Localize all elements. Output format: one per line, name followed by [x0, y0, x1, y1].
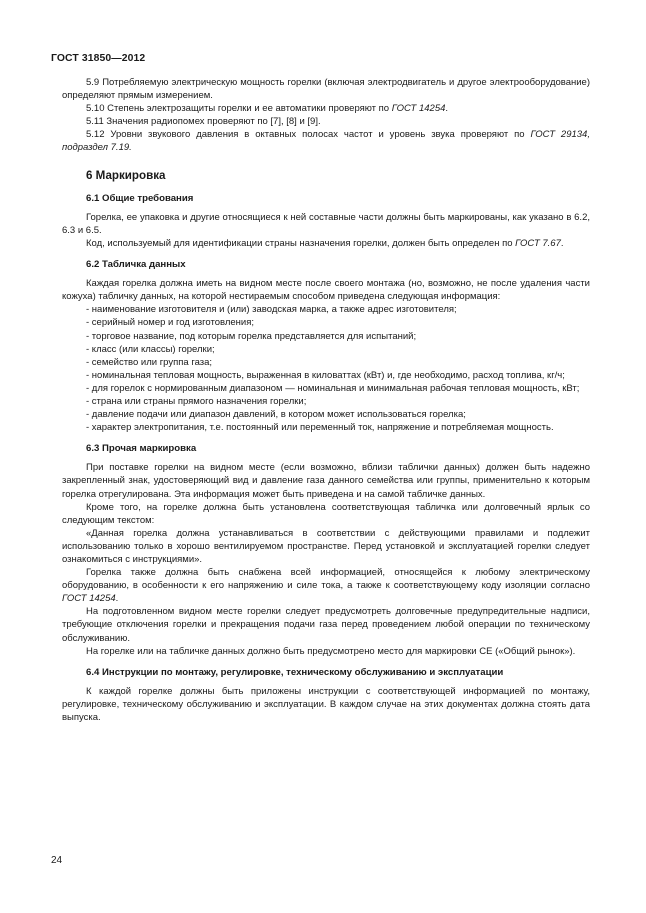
paragraph-6-1-2 [62, 237, 590, 250]
list-item: - давление подачи или диапазон давлений, в котором может использоваться горелка; [86, 409, 466, 421]
paragraph-5-12 [62, 128, 590, 154]
paragraph-6-3-3: «Данная горелка должна устанавливаться в соответствии с действующими правилами и подлежит использованию только в хорошо вентилируемом пространстве. Перед установкой и эксплуатацией горелки следует ознакомиться с инструкциями». [62, 527, 590, 565]
paragraph-6-2-intro: Каждая горелка должна иметь на видном месте после своего монтажа (но, возможно, не после удаления части кожуха) табличку данных, на которой нестираемым способом приведена следующая информация: [62, 278, 590, 303]
paragraph-6-3-1: При поставке горелки на видном месте (если возможно, вблизи таблички данных) должен быть надежно закрепленный знак, удостоверяющий вид и давление газа данного семейства или группы, применительно к которым горелка отрегулирована. Эта информация может быть приведена и на самой табличке данных. [62, 462, 590, 500]
paragraph-6-3-4 [62, 566, 590, 605]
paragraph-6-4-1: К каждой горелке должны быть приложены инструкции с соответствующей информацией по монтажу, регулировке, техническому обслуживанию и эксплуатации. В каждом случае на этих документах должна стоять дата выпуска. [62, 685, 590, 724]
gost-reference: ГОСТ 14254 [391, 103, 446, 115]
gost-reference: ГОСТ 29134, подраздел 7.19. [62, 129, 590, 154]
list-item: - серийный номер и год изготовления; [86, 317, 254, 329]
subsection-6-2-heading: 6.2 Табличка данных [86, 259, 186, 271]
list-item: - для горелок с нормированным диапазоном — номинальная и минимальная рабочая тепловая мощность, кВт; [86, 382, 580, 394]
paragraph-5-9: 5.9 Потребляемую электрическую мощность горелки (включая электродвигатель и другое электрооборудование) определяют прямым измерением. [62, 77, 590, 102]
list-item: - класс (или классы) горелки; [86, 343, 215, 355]
section-6-heading: 6 Маркировка [86, 168, 166, 182]
subsection-6-1-heading: 6.1 Общие требования [86, 192, 194, 204]
punctuation: . [115, 593, 119, 605]
list-item: - страна или страны прямого назначения горелки; [86, 395, 307, 407]
subsection-6-3-heading: 6.3 Прочая маркировка [86, 443, 197, 455]
paragraph-6-3-4-text: Горелка также должна быть снабжена всей информацией, относящейся к любому электрическому оборудованию, в особенности к его напряжению и силе тока, а также к соответствующему коду изоляции согласно [62, 567, 590, 592]
paragraph-5-10-text: 5.10 Степень электрозащиты горелки и ее автоматики проверяют по [86, 103, 392, 115]
list-item: - характер электропитания, т.е. постоянный или переменный ток, напряжение и потребляемая мощность. [86, 422, 554, 434]
list-item: - торговое название, под которым горелка представляется для испытаний; [86, 330, 417, 342]
page-number: 24 [51, 855, 63, 866]
list-item: - семейство или группа газа; [86, 356, 213, 368]
gost-reference: ГОСТ 14254 [62, 593, 116, 605]
paragraph-6-3-2: Кроме того, на горелке должна быть установлена соответствующая табличка или долговечный ярлык со следующим текстом: [62, 501, 590, 526]
subsection-6-4-heading: 6.4 Инструкции по монтажу, регулировке, техническому обслуживанию и эксплуатации [86, 666, 504, 678]
paragraph-6-1-1: Горелка, ее упаковка и другие относящиеся к ней составные части должны быть маркированы, как указано в 6.2, 6.3 и 6.5. [62, 211, 590, 236]
paragraph-6-3-6: На горелке или на табличке данных должно быть предусмотрено место для маркировки СЕ («Общий рынок»). [86, 645, 576, 657]
paragraph-5-11: 5.11 Значения радиопомех проверяют по [7], [8] и [9]. [86, 116, 321, 128]
paragraph-6-3-5: На подготовленном видном месте горелки следует предусмотреть долговечные предупредительные надписи, требующие отключения горелки и прекращения подачи газа перед проведением любой операции по техническому обслуживанию. [62, 606, 590, 644]
list-item: - наименование изготовителя и (или) заводская марка, а также адрес изготовителя; [86, 304, 457, 316]
page-content [62, 76, 590, 724]
punctuation: . [560, 237, 564, 249]
paragraph-5-12-text: 5.12 Уровни звукового давления в октавных полосах частот и уровень звука проверяют по [86, 129, 531, 141]
paragraph-6-1-2-text: Код, используемый для идентификации страны назначения горелки, должен быть определен по [86, 237, 516, 249]
list-item: - номинальная тепловая мощность, выраженная в киловаттах (кВт) и, где необходимо, расход топлива, кг/ч; [86, 369, 565, 381]
punctuation: . [445, 103, 449, 115]
paragraph-5-10 [62, 102, 590, 115]
gost-reference: ГОСТ 7.67 [515, 237, 561, 249]
data-plate-list [62, 303, 590, 434]
page-header: ГОСТ 31850—2012 [51, 53, 146, 64]
